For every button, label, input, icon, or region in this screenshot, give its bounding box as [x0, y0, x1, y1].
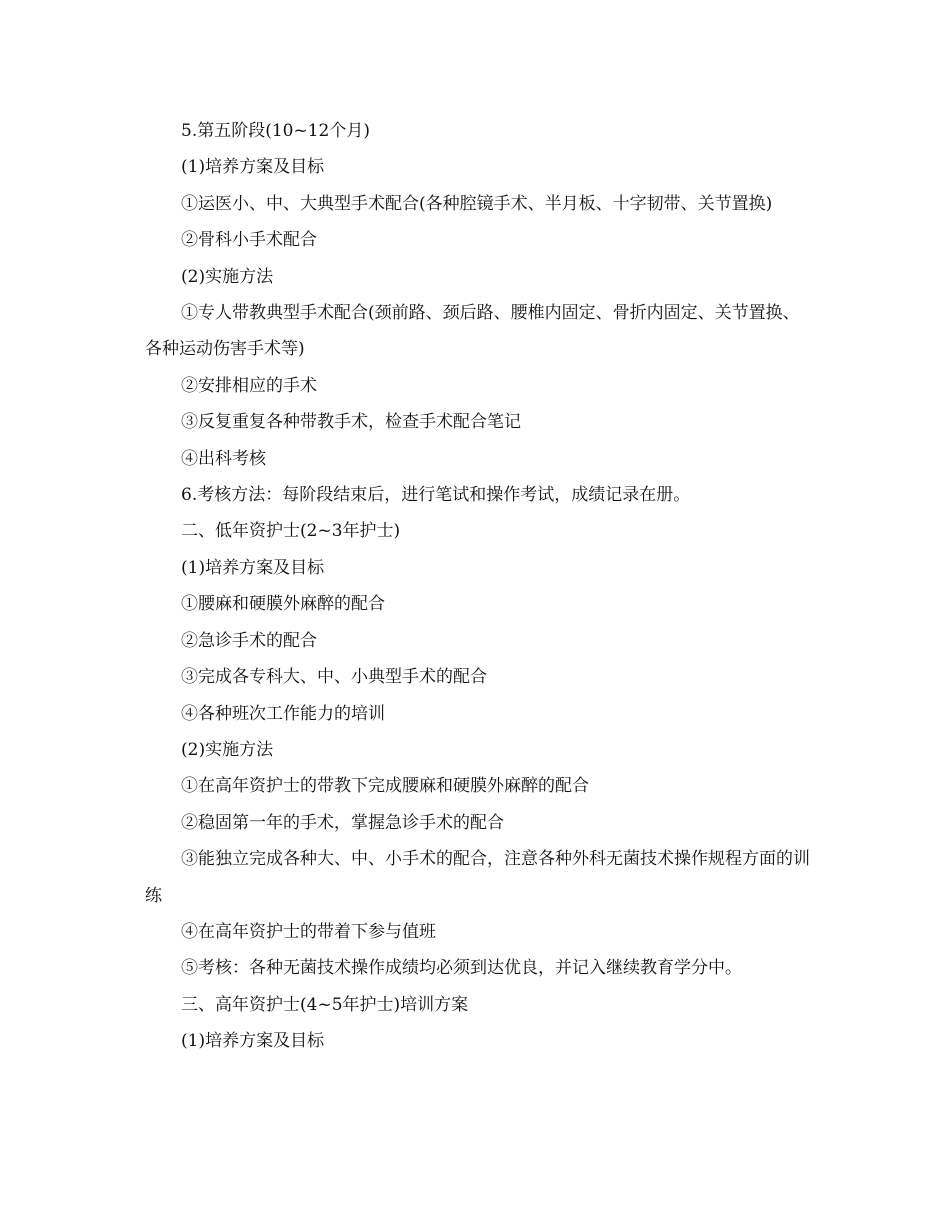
paragraph-shift-training: ④各种班次工作能力的培训 [181, 703, 385, 724]
paragraph-anesthesia-cooperation: ①腰麻和硬膜外麻醉的配合 [181, 594, 385, 615]
paragraph-consolidate-first-year: ②稳固第一年的手术，掌握急诊手术的配合 [181, 812, 504, 833]
paragraph-independent-surgery: ③能独立完成各种大、中、小手术的配合，注意各种外科无菌技术操作规程方面的训练 [145, 849, 810, 906]
paragraph-training-plan-heading: (1)培养方案及目标 [181, 157, 325, 178]
paragraph-duty-participation: ④在高年资护士的带着下参与值班 [181, 921, 436, 942]
paragraph-exit-assessment: ④出科考核 [181, 448, 266, 469]
paragraph-sports-medicine-surgery: ①运医小、中、大典型手术配合(各种腔镜手术、半月板、十字韧带、关节置换) [181, 193, 773, 214]
paragraph-repeat-surgery: ③反复重复各种带教手术，检查手术配合笔记 [181, 412, 521, 433]
paragraph-implementation-heading: (2)实施方法 [181, 266, 274, 287]
paragraph-training-plan-heading-2: (1)培养方案及目标 [181, 557, 325, 578]
paragraph-aseptic-assessment: ⑤考核：各种无菌技术操作成绩均必须到达优良，并记入继续教育学分中。 [181, 958, 742, 979]
paragraph-mentored-surgery: ①专人带教典型手术配合(颈前路、颈后路、腰椎内固定、骨折内固定、关节置换、各种运动伤害手术等) [145, 303, 800, 360]
paragraph-junior-nurse-heading: 二、低年资护士(2~3年护士) [181, 521, 401, 542]
paragraph-senior-nurse-heading: 三、高年资护士(4~5年护士)培训方案 [181, 994, 469, 1015]
paragraph-implementation-heading-2: (2)实施方法 [181, 739, 274, 760]
paragraph-arrange-surgery: ②安排相应的手术 [181, 375, 317, 396]
paragraph-emergency-surgery: ②急诊手术的配合 [181, 630, 317, 651]
paragraph-stage-five-heading: 5.第五阶段(10~12个月) [181, 121, 370, 141]
paragraph-orthopedic-minor-surgery: ②骨科小手术配合 [181, 230, 317, 251]
document-body [145, 113, 815, 1060]
paragraph-assessment-method: 6.考核方法：每阶段结束后，进行笔试和操作考试，成绩记录在册。 [181, 485, 691, 506]
paragraph-training-plan-heading-3: (1)培养方案及目标 [181, 1031, 325, 1052]
paragraph-senior-mentoring: ①在高年资护士的带教下完成腰麻和硬膜外麻醉的配合 [181, 776, 589, 797]
paragraph-specialty-surgery: ③完成各专科大、中、小典型手术的配合 [181, 667, 487, 688]
